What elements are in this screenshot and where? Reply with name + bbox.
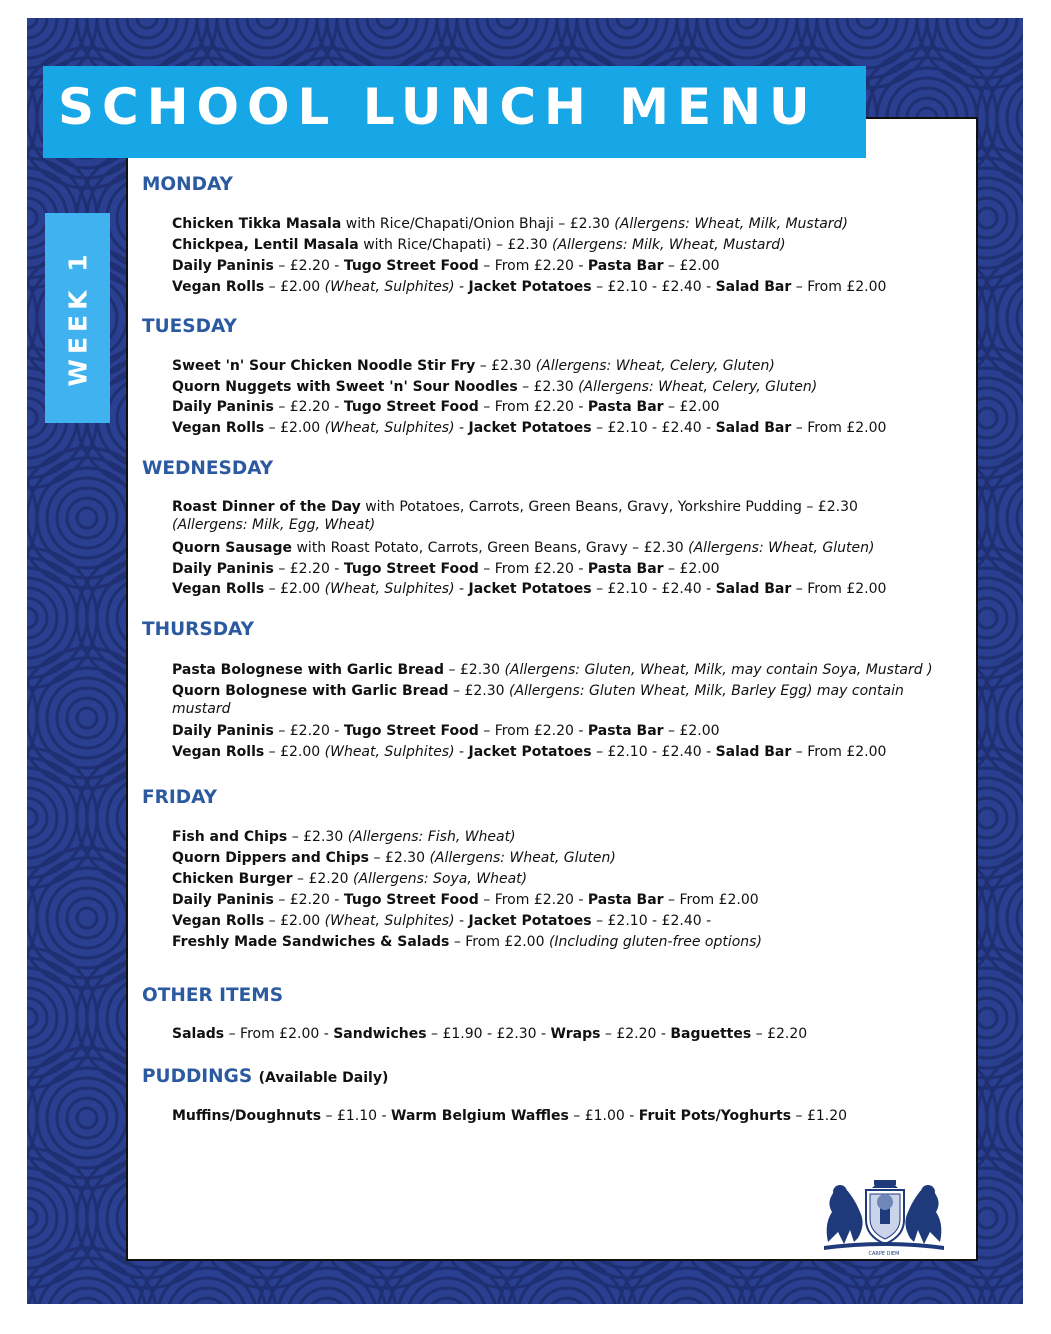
item-name: Daily Paninis [172,258,274,274]
allergen-note: (Allergens: Wheat, Celery, Gluten) [535,358,775,374]
pattern-arc [537,1288,597,1304]
menu-line [172,278,886,296]
pattern-arc [977,1208,997,1228]
price-text: – £1.20 [791,1108,848,1124]
item-name: Quorn Nuggets with Sweet 'n' Sour Noodles [172,379,518,395]
item-name: Tugo Street Food [343,258,479,274]
pattern-arc [657,1288,717,1304]
price-text: - [454,420,469,436]
item-name: Freshly Made Sandwiches & Salads [172,934,450,950]
pattern-arc [737,18,757,28]
pattern-arc [307,1298,347,1304]
pattern-arc [27,208,37,228]
price-text: – £2.10 - £2.40 - [591,279,716,295]
menu-line [172,1025,807,1043]
menu-line [172,236,786,254]
price-text: – From £2.20 - [478,561,588,577]
allergen-note: (Wheat, Sulphites) [324,744,455,760]
menu-line [172,661,933,679]
item-name: Salad Bar [715,279,792,295]
pattern-arc [27,18,37,28]
item-name: Vegan Rolls [172,279,265,295]
menu-line [172,722,720,740]
day-heading-monday: MONDAY [142,174,233,195]
crest-motto: CARPE DIEM [868,1251,900,1256]
allergen-note: (Allergens: Gluten Wheat, Milk, Barley Egg) may contain mustard [172,683,904,717]
price-text: – From £2.20 - [478,399,588,415]
pattern-arc [1017,888,1023,948]
item-name: Salad Bar [715,581,792,597]
pattern-arc [857,18,877,28]
item-name: Quorn Dippers and Chips [172,850,370,866]
price-text: – £2.10 - £2.40 - [591,581,716,597]
menu-line [172,682,962,718]
other-items-heading: OTHER ITEMS [142,985,284,1006]
pattern-arc [47,478,127,558]
item-name: Vegan Rolls [172,913,265,929]
pattern-arc [27,568,77,668]
price-text: - [454,744,469,760]
pattern-arc [217,18,317,68]
price-text: – £2.00 [264,581,325,597]
price-text: – £2.00 [264,420,325,436]
allergen-note: (Allergens: Milk, Wheat, Mustard) [551,237,786,253]
pattern-arc [137,18,157,28]
price-text: - [454,279,469,295]
pattern-arc [547,1298,587,1304]
price-text: – From £2.00 [791,581,887,597]
item-name: Chicken Tikka Masala [172,216,342,232]
pattern-arc [337,18,437,68]
pattern-arc [667,1298,707,1304]
price-text: – From £2.00 [449,934,549,950]
pattern-arc [297,1288,357,1304]
menu-line [172,849,616,867]
item-name: Jacket Potatoes [468,420,592,436]
pattern-arc [97,18,197,68]
allergen-note: (Wheat, Sulphites) [324,581,455,597]
menu-line [172,891,759,909]
price-text: – £1.00 - [568,1108,639,1124]
pattern-arc [67,498,107,538]
day-heading-friday: FRIDAY [142,787,218,808]
pattern-arc [977,1008,997,1028]
price-text: – £2.10 - £2.40 - [591,913,712,929]
pattern-arc [977,208,997,228]
item-name: Vegan Rolls [172,420,265,436]
item-name: Jacket Potatoes [468,279,592,295]
price-text: – From £2.00 [791,279,887,295]
pattern-arc [77,508,97,528]
pattern-arc [777,1288,837,1304]
price-text: – £2.30 [448,683,509,699]
price-text: – £2.00 [264,913,325,929]
allergen-note: (Including gluten-free options) [548,934,762,950]
item-name: Roast Dinner of the Day [172,499,361,515]
pattern-arc [457,18,557,68]
day-heading-tuesday: TUESDAY [142,316,237,337]
allergen-note: (Allergens: Wheat, Gluten) [688,540,875,556]
pattern-arc [897,1288,957,1304]
allergen-note: (Allergens: Gluten, Wheat, Milk, may contain Soya, Mustard ) [504,662,933,678]
price-text: – £2.30 [287,829,348,845]
price-text: – From £2.00 - [224,1026,334,1042]
item-name: Fish and Chips [172,829,288,845]
price-text: – £2.10 - £2.40 - [591,420,716,436]
pattern-arc [27,968,77,1068]
price-text: – £2.10 - £2.40 - [591,744,716,760]
item-name: Wraps [550,1026,601,1042]
pattern-arc [1017,488,1023,548]
pattern-arc [27,1168,77,1268]
item-name: Salad Bar [715,420,792,436]
price-text: – £2.20 [292,871,354,887]
item-name: Daily Paninis [172,892,274,908]
item-name: Pasta Bar [587,399,664,415]
item-name: Pasta Bolognese with Garlic Bread [172,662,444,678]
menu-line [172,419,886,437]
price-text: – £2.20 - [273,723,344,739]
item-name: Sandwiches [333,1026,427,1042]
item-name: Quorn Sausage [172,540,293,556]
pattern-arc [697,18,797,68]
price-text: – From £2.20 - [478,258,588,274]
pattern-arc [977,608,997,628]
pattern-arc [1007,678,1023,758]
menu-line [172,828,516,846]
item-name: Pasta Bar [587,258,664,274]
pattern-arc [377,18,397,28]
item-name: Tugo Street Food [343,892,479,908]
item-name: Pasta Bar [587,723,664,739]
pattern-arc [77,1108,97,1128]
pattern-arc [617,18,637,28]
menu-line [172,743,886,761]
menu-line [172,933,762,951]
item-name: Tugo Street Food [343,723,479,739]
pattern-arc [1007,1078,1023,1158]
pattern-arc [907,1298,947,1304]
item-name: Daily Paninis [172,399,274,415]
pattern-arc [67,1298,107,1304]
price-text: – From £2.00 [791,744,887,760]
price-text: – £2.00 [663,723,720,739]
item-name: Jacket Potatoes [468,581,592,597]
price-text: with Rice/Chapati/Onion Bhaji – £2.30 [341,216,615,232]
allergen-note: (Allergens: Milk, Egg, Wheat) [172,517,376,533]
price-text: – £2.00 [663,399,720,415]
pattern-arc [1017,1088,1023,1148]
page-title: SCHOOL LUNCH MENU [58,78,818,136]
price-text: - [454,581,469,597]
menu-line [172,215,848,233]
pattern-arc [67,698,107,738]
puddings-title: PUDDINGS [142,1066,253,1087]
item-name: Salads [172,1026,225,1042]
pattern-arc [1017,288,1023,348]
pattern-arc [417,1288,477,1304]
price-text: – £2.20 - [273,399,344,415]
price-text: – £2.00 [663,258,720,274]
pattern-arc [427,1298,467,1304]
item-name: Baguettes [670,1026,752,1042]
pattern-arc [77,708,97,728]
pattern-arc [27,1008,37,1028]
price-text: – £2.20 - [600,1026,671,1042]
item-name: Daily Paninis [172,723,274,739]
pattern-arc [27,608,37,628]
menu-line [172,498,912,534]
week-tab [45,213,110,423]
pattern-arc [67,898,107,938]
pattern-arc [77,908,97,928]
price-text: with Potatoes, Carrots, Green Beans, Gravy, Yorkshire Pudding – £2.30 [360,499,858,515]
menu-line [172,357,775,375]
price-text: – From £2.20 - [478,723,588,739]
item-name: Vegan Rolls [172,744,265,760]
pattern-arc [27,408,37,428]
item-name: Muffins/Doughnuts [172,1108,322,1124]
item-name: Tugo Street Food [343,399,479,415]
item-name: Fruit Pots/Yoghurts [638,1108,792,1124]
item-name: Chicken Burger [172,871,293,887]
price-text: - [454,913,469,929]
pattern-arc [1007,278,1023,358]
pattern-arc [67,1098,107,1138]
menu-line [172,1107,847,1125]
pattern-arc [977,18,997,28]
menu-line [172,870,527,888]
menu-line [172,257,720,275]
pattern-arc [57,1288,117,1304]
item-name: Sweet 'n' Sour Chicken Noodle Stir Fry [172,358,476,374]
allergen-note: (Allergens: Wheat, Celery, Gluten) [578,379,818,395]
pattern-arc [1007,878,1023,958]
puddings-heading [142,1066,388,1087]
allergen-note: (Wheat, Sulphites) [324,420,455,436]
pattern-arc [977,808,997,828]
pattern-arc [47,878,127,958]
pattern-arc [1017,688,1023,748]
item-name: Pasta Bar [587,892,664,908]
price-text: – From £2.20 - [478,892,588,908]
item-name: Quorn Bolognese with Garlic Bread [172,683,449,699]
menu-line [172,539,874,557]
pattern-arc [1007,78,1023,158]
item-name: Pasta Bar [587,561,664,577]
price-text: – £2.20 - [273,561,344,577]
school-crest-icon [810,1172,958,1256]
week-label: WEEK 1 [63,249,92,387]
pattern-arc [497,18,517,28]
price-text: – £2.30 [517,379,579,395]
pattern-arc [27,1208,37,1228]
item-name: Vegan Rolls [172,581,265,597]
item-name: Warm Belgium Waffles [391,1108,569,1124]
price-text: – £2.20 - [273,892,344,908]
menu-line [172,580,886,598]
pattern-arc [1007,478,1023,558]
allergen-note: (Wheat, Sulphites) [324,913,455,929]
price-text: – £2.30 [444,662,505,678]
price-text: – £2.30 [475,358,536,374]
pattern-arc [977,408,997,428]
item-name: Daily Paninis [172,561,274,577]
pattern-arc [257,18,277,28]
price-text: – £1.10 - [321,1108,392,1124]
pattern-arc [817,18,917,68]
menu-line [172,378,817,396]
allergen-note: (Allergens: Soya, Wheat) [353,871,528,887]
item-name: Salad Bar [715,744,792,760]
price-text: – £1.90 - £2.30 - [426,1026,551,1042]
pattern-arc [47,678,127,758]
item-name: Chickpea, Lentil Masala [172,237,359,253]
price-text: – £2.00 [264,279,325,295]
pattern-arc [47,1078,127,1158]
price-text: with Rice/Chapati) – £2.30 [358,237,552,253]
day-heading-thursday: THURSDAY [142,619,254,640]
pattern-arc [27,768,77,868]
menu-line [172,560,720,578]
pattern-arc [27,808,37,828]
price-text: – From £2.00 [663,892,759,908]
price-text: – £2.00 [264,744,325,760]
pattern-arc [787,1298,827,1304]
price-text: – From £2.00 [791,420,887,436]
price-text: – £2.20 [751,1026,808,1042]
item-name: Jacket Potatoes [468,913,592,929]
menu-line [172,912,711,930]
pattern-arc [577,18,677,68]
item-name: Jacket Potatoes [468,744,592,760]
price-text: – £2.00 [663,561,720,577]
puddings-subtitle: (Available Daily) [258,1070,389,1086]
item-name: Tugo Street Food [343,561,479,577]
pattern-arc [1017,88,1023,148]
allergen-note: (Allergens: Fish, Wheat) [347,829,516,845]
pattern-arc [177,1288,237,1304]
menu-line [172,398,720,416]
allergen-note: (Allergens: Wheat, Gluten) [429,850,616,866]
price-text: with Roast Potato, Carrots, Green Beans, Gravy – £2.30 [292,540,689,556]
allergen-note: (Allergens: Wheat, Milk, Mustard) [614,216,848,232]
allergen-note: (Wheat, Sulphites) [324,279,455,295]
price-text: – £2.20 - [273,258,344,274]
day-heading-wednesday: WEDNESDAY [142,458,274,479]
price-text: – £2.30 [369,850,430,866]
pattern-arc [187,1298,227,1304]
